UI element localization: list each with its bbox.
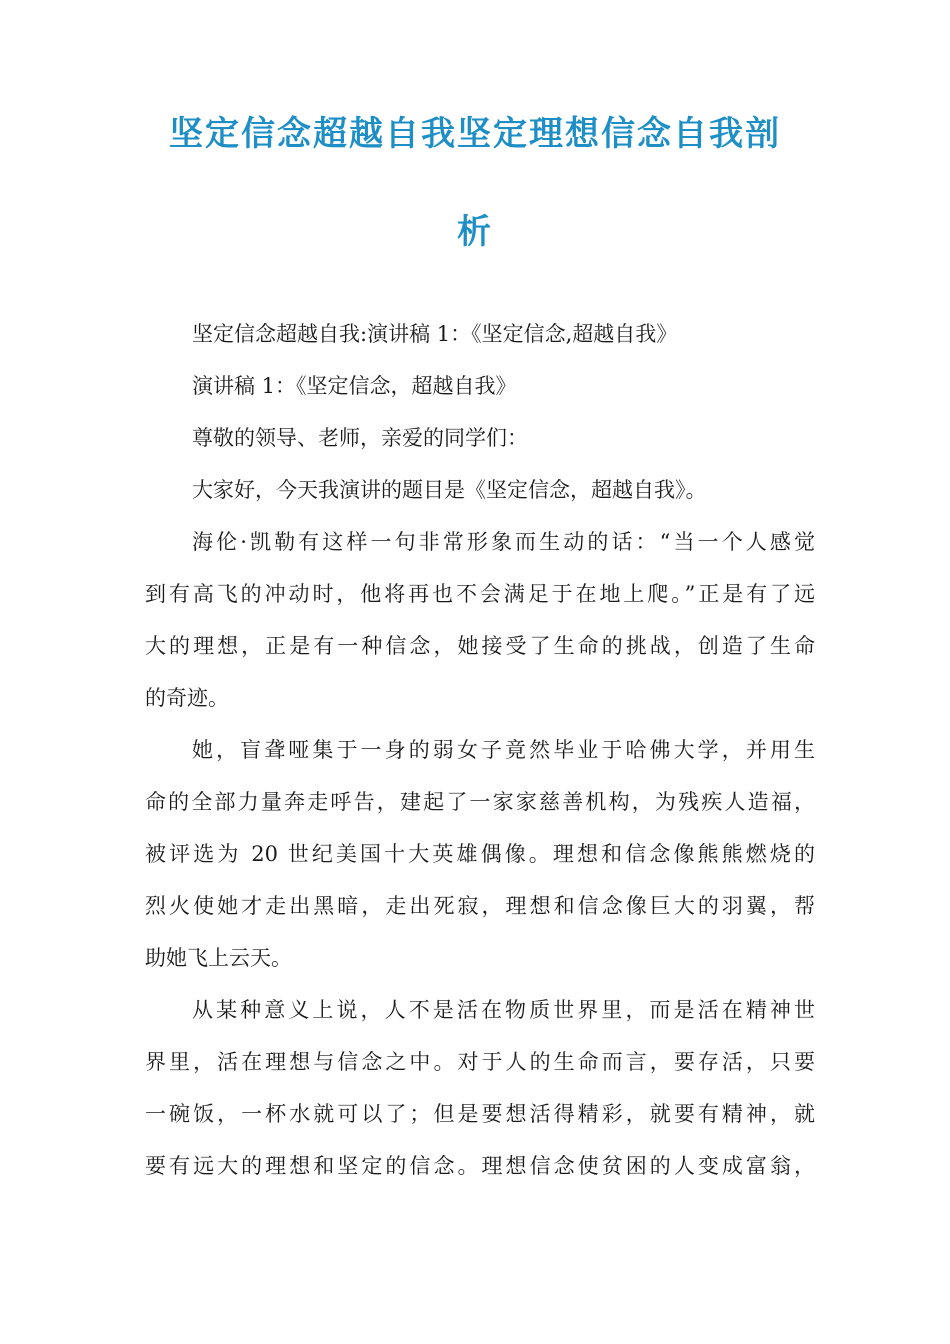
- paragraph-7-line-4: 要有远大的理想和坚定的信念。理想信念使贫困的人变成富翁，: [145, 1154, 815, 1178]
- paragraph-2-line-1: 演讲稿 1：《坚定信念，超越自我》: [192, 374, 517, 398]
- paragraph-5-line-4: 的奇迹。: [145, 686, 229, 710]
- paragraph-1-line-1: 坚定信念超越自我:演讲稿 1：《坚定信念,超越自我》: [192, 322, 678, 346]
- paragraph-4-line-1: 大家好，今天我演讲的题目是《坚定信念，超越自我》。: [192, 478, 707, 502]
- paragraph-6-line-1: 她，盲聋哑集于一身的弱女子竟然毕业于哈佛大学，并用生: [192, 738, 815, 762]
- paragraph-3-line-1: 尊敬的领导、老师，亲爱的同学们：: [192, 426, 528, 450]
- paragraph-6-line-5: 助她飞上云天。: [145, 946, 292, 970]
- paragraph-5-line-3: 大的理想，正是有一种信念，她接受了生命的挑战，创造了生命: [145, 634, 815, 658]
- paragraph-7-line-3: 一碗饭，一杯水就可以了；但是要想活得精彩，就要有精神，就: [145, 1102, 815, 1126]
- document-title-line-2: 析: [457, 212, 493, 252]
- paragraph-5-line-2: 到有高飞的冲动时，他将再也不会满足于在地上爬。”正是有了远: [145, 582, 815, 606]
- paragraph-6-line-3: 被评选为 20 世纪美国十大英雄偶像。理想和信念像熊熊燃烧的: [145, 842, 815, 866]
- paragraph-5-line-1: 海伦·凯勒有这样一句非常形象而生动的话：“当一个人感觉: [192, 530, 815, 554]
- paragraph-7-line-2: 界里，活在理想与信念之中。对于人的生命而言，要存活，只要: [145, 1050, 815, 1074]
- paragraph-6-line-4: 烈火使她才走出黑暗，走出死寂，理想和信念像巨大的羽翼，帮: [145, 894, 815, 918]
- document-title-line-1: 坚定信念超越自我坚定理想信念自我剖: [169, 114, 781, 154]
- paragraph-6-line-2: 命的全部力量奔走呼告，建起了一家家慈善机构，为残疾人造福，: [145, 790, 815, 814]
- paragraph-7-line-1: 从某种意义上说，人不是活在物质世界里，而是活在精神世: [192, 998, 815, 1022]
